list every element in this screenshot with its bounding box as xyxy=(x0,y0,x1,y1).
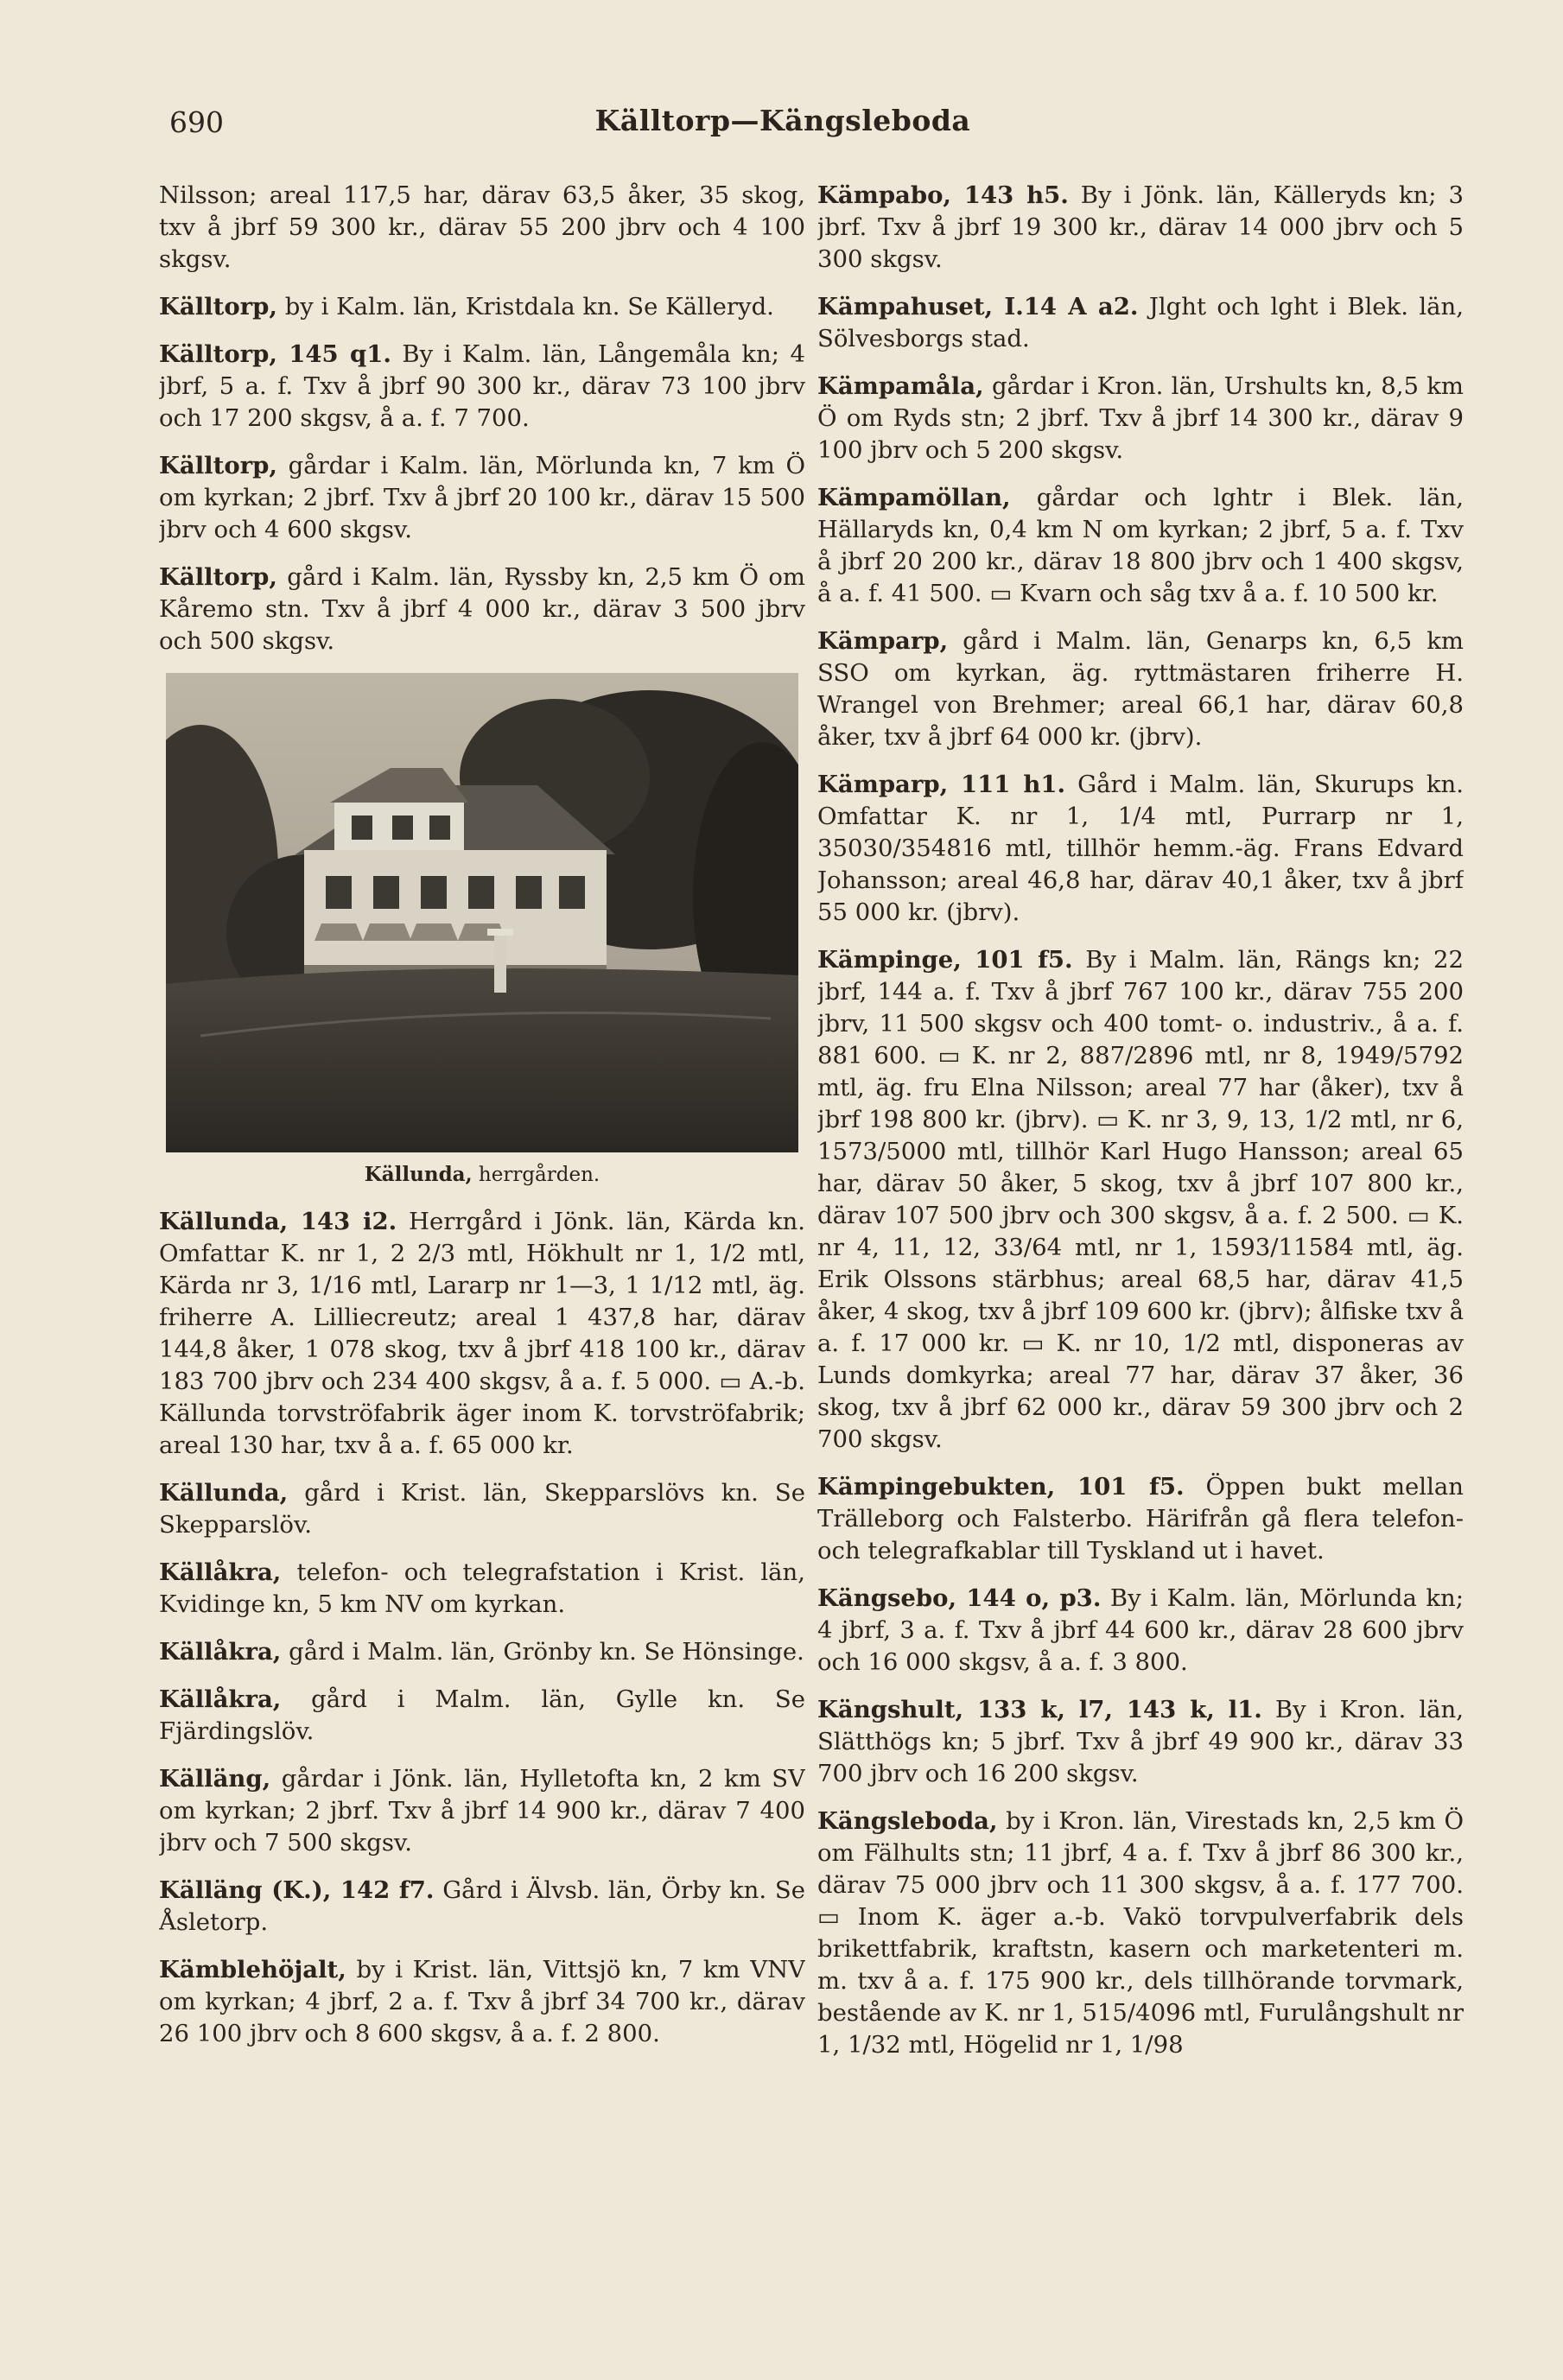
gazetteer-entry xyxy=(817,1806,1464,2061)
entry-headword: Kämpinge, 101 f5. xyxy=(817,946,1073,974)
entry-text: gårdar i Kalm. län, Mörlunda kn, 7 km Ö om kyrkan; 2 jbrf. Txv å jbrf 20 100 kr., därav 15 500 jbrv och 4 600 skgsv. xyxy=(159,452,805,543)
entry-text: gård i Malm. län, Genarps kn, 6,5 km SSO om kyrkan, äg. ryttmästaren friherre H. Wrangel von Brehmer; areal 66,1 har, därav 60,8 åker, txv å jbrf 64 000 kr. (jbrv). xyxy=(817,627,1464,751)
entry-headword: Kängsebo, 144 o, p3. xyxy=(817,1584,1102,1612)
entry-headword: Kämparp, 111 h1. xyxy=(817,771,1066,798)
entry-text: Gård i Malm. län, Skurups kn. Omfattar K. nr 1, 1/4 mtl, Purrarp nr 1, 35030/354816 mtl, tillhör hemm.-äg. Frans Edvard Johansson; areal 46,8 har, därav 40,1 åker, txv å jbrf 55 000 kr. (jbrv). xyxy=(817,771,1464,926)
entry-headword: Källtorp, xyxy=(159,563,277,591)
left-column xyxy=(159,180,805,2322)
entry-text: Jlght och lght i Blek. län, Sölvesborgs stad. xyxy=(817,293,1464,352)
gazetteer-entry xyxy=(817,180,1464,276)
gazetteer-entry xyxy=(817,1471,1464,1567)
gazetteer-entry xyxy=(817,769,1464,929)
entry-headword: Källunda, 143 i2. xyxy=(159,1208,397,1235)
caption-text: herrgården. xyxy=(472,1164,600,1186)
entry-text: by i Kron. län, Virestads kn, 2,5 km Ö om Fälhults stn; 11 jbrf, 4 a. f. Txv å jbrf 86 300 kr., därav 75 000 jbrv och 11 300 skgsv, å a. f. 177 700. ▭ Inom K. äger a.-b. Vakö torvpulverfabrik dels brikettfabrik, kraftstn, kasern och marketenteri m. m. txv å a. f. 175 900 kr., dels tillhörande torvmark, bestående av K. nr 1, 515/4096 mtl, Furulångshult nr 1, 1/32 mtl, Högelid nr 1, 1/98 xyxy=(817,1807,1464,2059)
right-entries xyxy=(817,180,1464,2061)
entry-headword: Kämpahuset, I.14 A a2. xyxy=(817,293,1139,321)
entry-text: Gård i Älvsb. län, Örby kn. Se Åsletorp. xyxy=(159,1876,805,1936)
gazetteer-entry xyxy=(817,625,1464,753)
entry-headword: Kämpabo, 143 h5. xyxy=(817,181,1069,209)
gazetteer-entry xyxy=(817,482,1464,610)
page-header xyxy=(169,97,1396,149)
entry-text: By i Kron. län, Slätthögs kn; 5 jbrf. Txv å jbrf 49 900 kr., därav 33 700 jbrv och 16 200 skgsv. xyxy=(817,1696,1464,1787)
entry-text: by i Krist. län, Vittsjö kn, 7 km VNV om kyrkan; 4 jbrf, 2 a. f. Txv å jbrf 34 700 kr., därav 26 100 jbrv och 8 600 skgsv, å a. f. 2 800. xyxy=(159,1956,805,2047)
gazetteer-entry xyxy=(159,1954,805,2050)
entry-text: By i Malm. län, Rängs kn; 22 jbrf, 144 a. f. Txv å jbrf 767 100 kr., därav 755 200 jbrv, 11 500 skgsv och 400 tomt- o. industriv., å a. f. 881 600. ▭ K. nr 2, 887/2896 mtl, nr 8, 1949/5792 mtl, äg. fru Elna Nilsson; areal 77 har (åker), txv å jbrf 198 800 kr. (jbrv). ▭ K. nr 3, 9, 13, 1/2 mtl, nr 6, 1573/5000 mtl, tillhör Karl Hugo Hansson; areal 65 har, därav 50 åker, 5 skog, txv å jbrf 107 800 kr., därav 107 500 jbrv och 300 skgsv, å a. f. 2 500. ▭ K. nr 4, 11, 12, 33/64 mtl, nr 1, 1593/11584 mtl, äg. Erik Olssons stärbhus; areal 68,5 har, därav 41,5 åker, 4 skog, txv å jbrf 109 600 kr. (jbrv); ålfiske txv å a. f. 17 000 kr. ▭ K. nr 10, 1/2 mtl, disponeras av Lunds domkyrka; areal 77 har, därav 37 åker, 36 skog, txv å jbrf 62 000 kr., därav 59 300 jbrv och 2 700 skgsv. xyxy=(817,946,1464,1453)
entry-headword: Källåkra, xyxy=(159,1638,282,1666)
gazetteer-entry xyxy=(817,371,1464,466)
entry-headword: Källåkra, xyxy=(159,1558,282,1586)
entry-text: By i Kalm. län, Mörlunda kn; 4 jbrf, 3 a. f. Txv å jbrf 44 600 kr., därav 28 600 jbrv och 16 000 skgsv, å a. f. 3 800. xyxy=(817,1584,1464,1676)
right-column xyxy=(817,180,1464,2322)
gazetteer-entry xyxy=(817,944,1464,1456)
entry-headword: Kämpingebukten, 101 f5. xyxy=(817,1473,1185,1501)
entry-text: gårdar och lghtr i Blek. län, Hällaryds kn, 0,4 km N om kyrkan; 2 jbrf, 5 a. f. Txv å jbrf 20 200 kr., därav 18 800 jbrv och 1 400 skgsv, å a. f. 41 500. ▭ Kvarn och såg txv å a. f. 10 500 kr. xyxy=(817,484,1464,607)
left-entries-before-figure xyxy=(159,180,805,657)
entry-headword: Källtorp, xyxy=(159,293,277,321)
entry-text: telefon- och telegrafstation i Krist. län, Kvidinge kn, 5 km NV om kyrkan. xyxy=(159,1558,805,1618)
gazetteer-entry xyxy=(159,291,805,323)
manor-house-photo xyxy=(166,673,798,1152)
left-entries-after-figure xyxy=(159,1206,805,2050)
entry-headword: Kängshult, 133 k, l7, 143 k, l1. xyxy=(817,1696,1262,1723)
entry-headword: Kängsleboda, xyxy=(817,1807,998,1835)
gazetteer-entry xyxy=(817,1694,1464,1790)
entry-headword: Kämpamöllan, xyxy=(817,484,1011,511)
figure xyxy=(159,673,805,1187)
entry-text: gård i Malm. län, Grönby kn. Se Hönsinge. xyxy=(281,1638,804,1666)
entry-headword: Källåkra, xyxy=(159,1685,282,1713)
gazetteer-entry xyxy=(159,180,805,276)
entry-text: Öppen bukt mellan Trälleborg och Falsterbo. Härifrån gå flera telefon- och telegrafkablar till Tyskland ut i havet. xyxy=(817,1473,1464,1564)
entry-text: Herrgård i Jönk. län, Kärda kn. Omfattar K. nr 1, 2 2/3 mtl, Hökhult nr 1, 1/2 mtl, Kärda nr 3, 1/16 mtl, Lararp nr 1—3, 1 1/12 mtl, äg. friherre A. Lilliecreutz; areal 1 437,8 har, därav 144,8 åker, 1 078 skog, txv å jbrf 418 100 kr., därav 183 700 jbrv och 234 400 skgsv, å a. f. 5 000. ▭ A.-b. Källunda torvströfabrik äger inom K. torvströfabrik; areal 130 har, txv å a. f. 65 000 kr. xyxy=(159,1208,805,1459)
entry-headword: Kämpamåla, xyxy=(817,372,984,400)
gazetteer-entry xyxy=(159,339,805,435)
gazetteer-entry xyxy=(159,450,805,546)
gazetteer-entry xyxy=(159,1557,805,1621)
entry-headword: Källtorp, xyxy=(159,452,277,479)
entry-headword: Källäng (K.), 142 f7. xyxy=(159,1876,435,1904)
gazetteer-entry xyxy=(159,1206,805,1462)
gazetteer-entry xyxy=(817,1583,1464,1679)
caption-place: Källunda, xyxy=(364,1163,473,1186)
gazetteer-entry xyxy=(159,1684,805,1748)
gazetteer-entry xyxy=(159,1636,805,1668)
entry-text: gård i Kalm. län, Ryssby kn, 2,5 km Ö om Kåremo stn. Txv å jbrf 4 000 kr., därav 3 500 jbrv och 500 skgsv. xyxy=(159,563,805,655)
gazetteer-entry xyxy=(159,562,805,657)
entry-text: gårdar i Kron. län, Urshults kn, 8,5 km Ö om Ryds stn; 2 jbrf. Txv å jbrf 14 300 kr., därav 9 100 jbrv och 5 200 skgsv. xyxy=(817,372,1464,464)
entry-headword: Källäng, xyxy=(159,1765,271,1793)
gazetteer-entry xyxy=(159,1763,805,1859)
entry-text: Nilsson; areal 117,5 har, därav 63,5 åker, 35 skog, txv å jbrf 59 300 kr., därav 55 200 jbrv och 4 100 skgsv. xyxy=(159,181,805,273)
entry-headword: Kämblehöjalt, xyxy=(159,1956,346,1983)
entry-text: By i Jönk. län, Källeryds kn; 3 jbrf. Txv å jbrf 19 300 kr., därav 14 000 jbrv och 5 300 skgsv. xyxy=(817,181,1464,273)
entry-text: gård i Malm. län, Gylle kn. Se Fjärdingslöv. xyxy=(159,1685,805,1745)
entry-headword: Källunda, xyxy=(159,1479,289,1507)
running-head: Källtorp—Kängsleboda xyxy=(594,104,971,137)
entry-text: gård i Krist. län, Skepparslövs kn. Se Skepparslöv. xyxy=(159,1479,805,1539)
entry-text: By i Kalm. län, Långemåla kn; 4 jbrf, 5 a. f. Txv å jbrf 90 300 kr., därav 73 100 jbrv och 17 200 skgsv, å a. f. 7 700. xyxy=(159,340,805,432)
gazetteer-entry xyxy=(159,1477,805,1541)
entry-text: by i Kalm. län, Kristdala kn. Se Källeryd. xyxy=(276,293,774,321)
gazetteer-entry xyxy=(817,291,1464,355)
entry-headword: Källtorp, 145 q1. xyxy=(159,340,391,368)
entry-text: gårdar i Jönk. län, Hylletofta kn, 2 km SV om kyrkan; 2 jbrf. Txv å jbrf 14 900 kr., därav 7 400 jbrv och 7 500 skgsv. xyxy=(159,1765,805,1856)
entry-headword: Kämparp, xyxy=(817,627,949,655)
gazetteer-entry xyxy=(159,1875,805,1939)
page-number: 690 xyxy=(169,105,224,139)
figure-caption xyxy=(159,1163,805,1187)
